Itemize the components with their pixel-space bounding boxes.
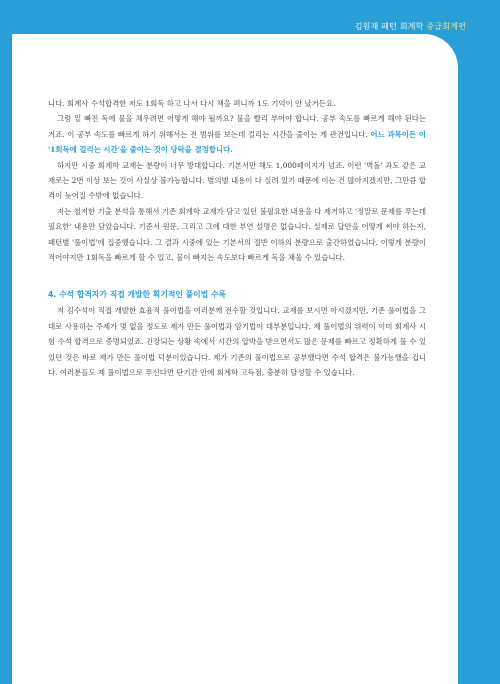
header-bar xyxy=(0,0,500,36)
paragraph-1: 니다. 회계사 수석합격한 저도 1회독 하고 나서 다시 책을 펴니까 1도 기억이 안 났거든요. xyxy=(48,99,336,108)
page-content xyxy=(48,96,426,381)
paragraph-2 xyxy=(48,111,426,157)
highlighted-sentence: 어느 과목이든 이 '1회독에 걸리는 시간'을 줄이는 것이 당락을 결정합니다. xyxy=(48,129,427,155)
section-title: 4. 수석 합격자가 직접 개발한 획기적인 풀이법 수록 xyxy=(48,290,227,300)
running-header-highlight: 중급회계편 xyxy=(426,22,466,31)
running-header xyxy=(355,21,466,32)
paragraph-3: 하지만 시중 회계학 교재는 분량이 너무 방대합니다. 기본서만 해도 1,000페이지가 넘죠. 이런 '벽돌' 과도 같은 교재로는 2번 이상 보는 것이 사실상 불가능합니다. 별의별 내용이 다 실려 있기 때문에 이는 건 많아지겠지만, 그만큼 합격이 늦어질 수밖에 없습니다. xyxy=(48,160,426,201)
running-header-title: 김원재 패턴 회계학 xyxy=(354,22,424,31)
paragraph-2-text: 그럼 밑 빠진 독에 물을 채우려면 어떻게 해야 될까요? 물을 빨리 부어야 합니다. 공부 속도를 빠르게 해야 된다는 거죠. 이 공부 속도를 빠르게 하기 위해서는 전 범위를 보는데 걸리는 시간을 줄이는 게 관건입니다. xyxy=(48,114,426,139)
paragraph-4: 저는 철저한 기출 분석을 통해서 기존 회계학 교재가 담고 있던 불필요한 내용을 다 제거하고 '정말로 문제를 푸는데 필요한' 내용만 담았습니다. 기준서 원문, 그리고 그에 대한 부연 설명은 없습니다. 실제로 답안을 어떻게 써야 하는지, 패턴별 '풀이법'에 집중했습니다. 그 결과 시중에 있는 기본서의 절반 이하의 분량으로 출간하였습니다. 이렇게 분량이 적어야지만 1회독을 빠르게 할 수 있고, 물이 빠지는 속도보다 빠르게 독을 채울 수 있습니다. xyxy=(48,206,426,263)
paragraph-5: 저 김수석이 직접 개발한 효율적 풀이법을 여러분께 전수할 것입니다. 교재를 보시면 아시겠지만, 기존 풀이법을 그대로 사용하는 주제가 몇 없을 정도로 제가 만든 풀이법과 암기법이 대부분입니다. 제 풀이법의 위력이 이미 회계사 시험 수석 합격으로 증명되었죠. 긴장되는 상황 속에서 시간의 압박을 받으면서도 많은 문제를 빠르고 정확하게 풀 수 있었던 것은 바로 제가 만든 풀이법 덕분이었습니다. 제가 기존의 풀이법으로 공부했다면 수석 합격은 불가능했을 겁니다. 여러분들도 제 풀이법으로 푸신다면 단기간 안에 회계학 고득점, 충분히 달성할 수 있습니다. xyxy=(48,306,426,378)
